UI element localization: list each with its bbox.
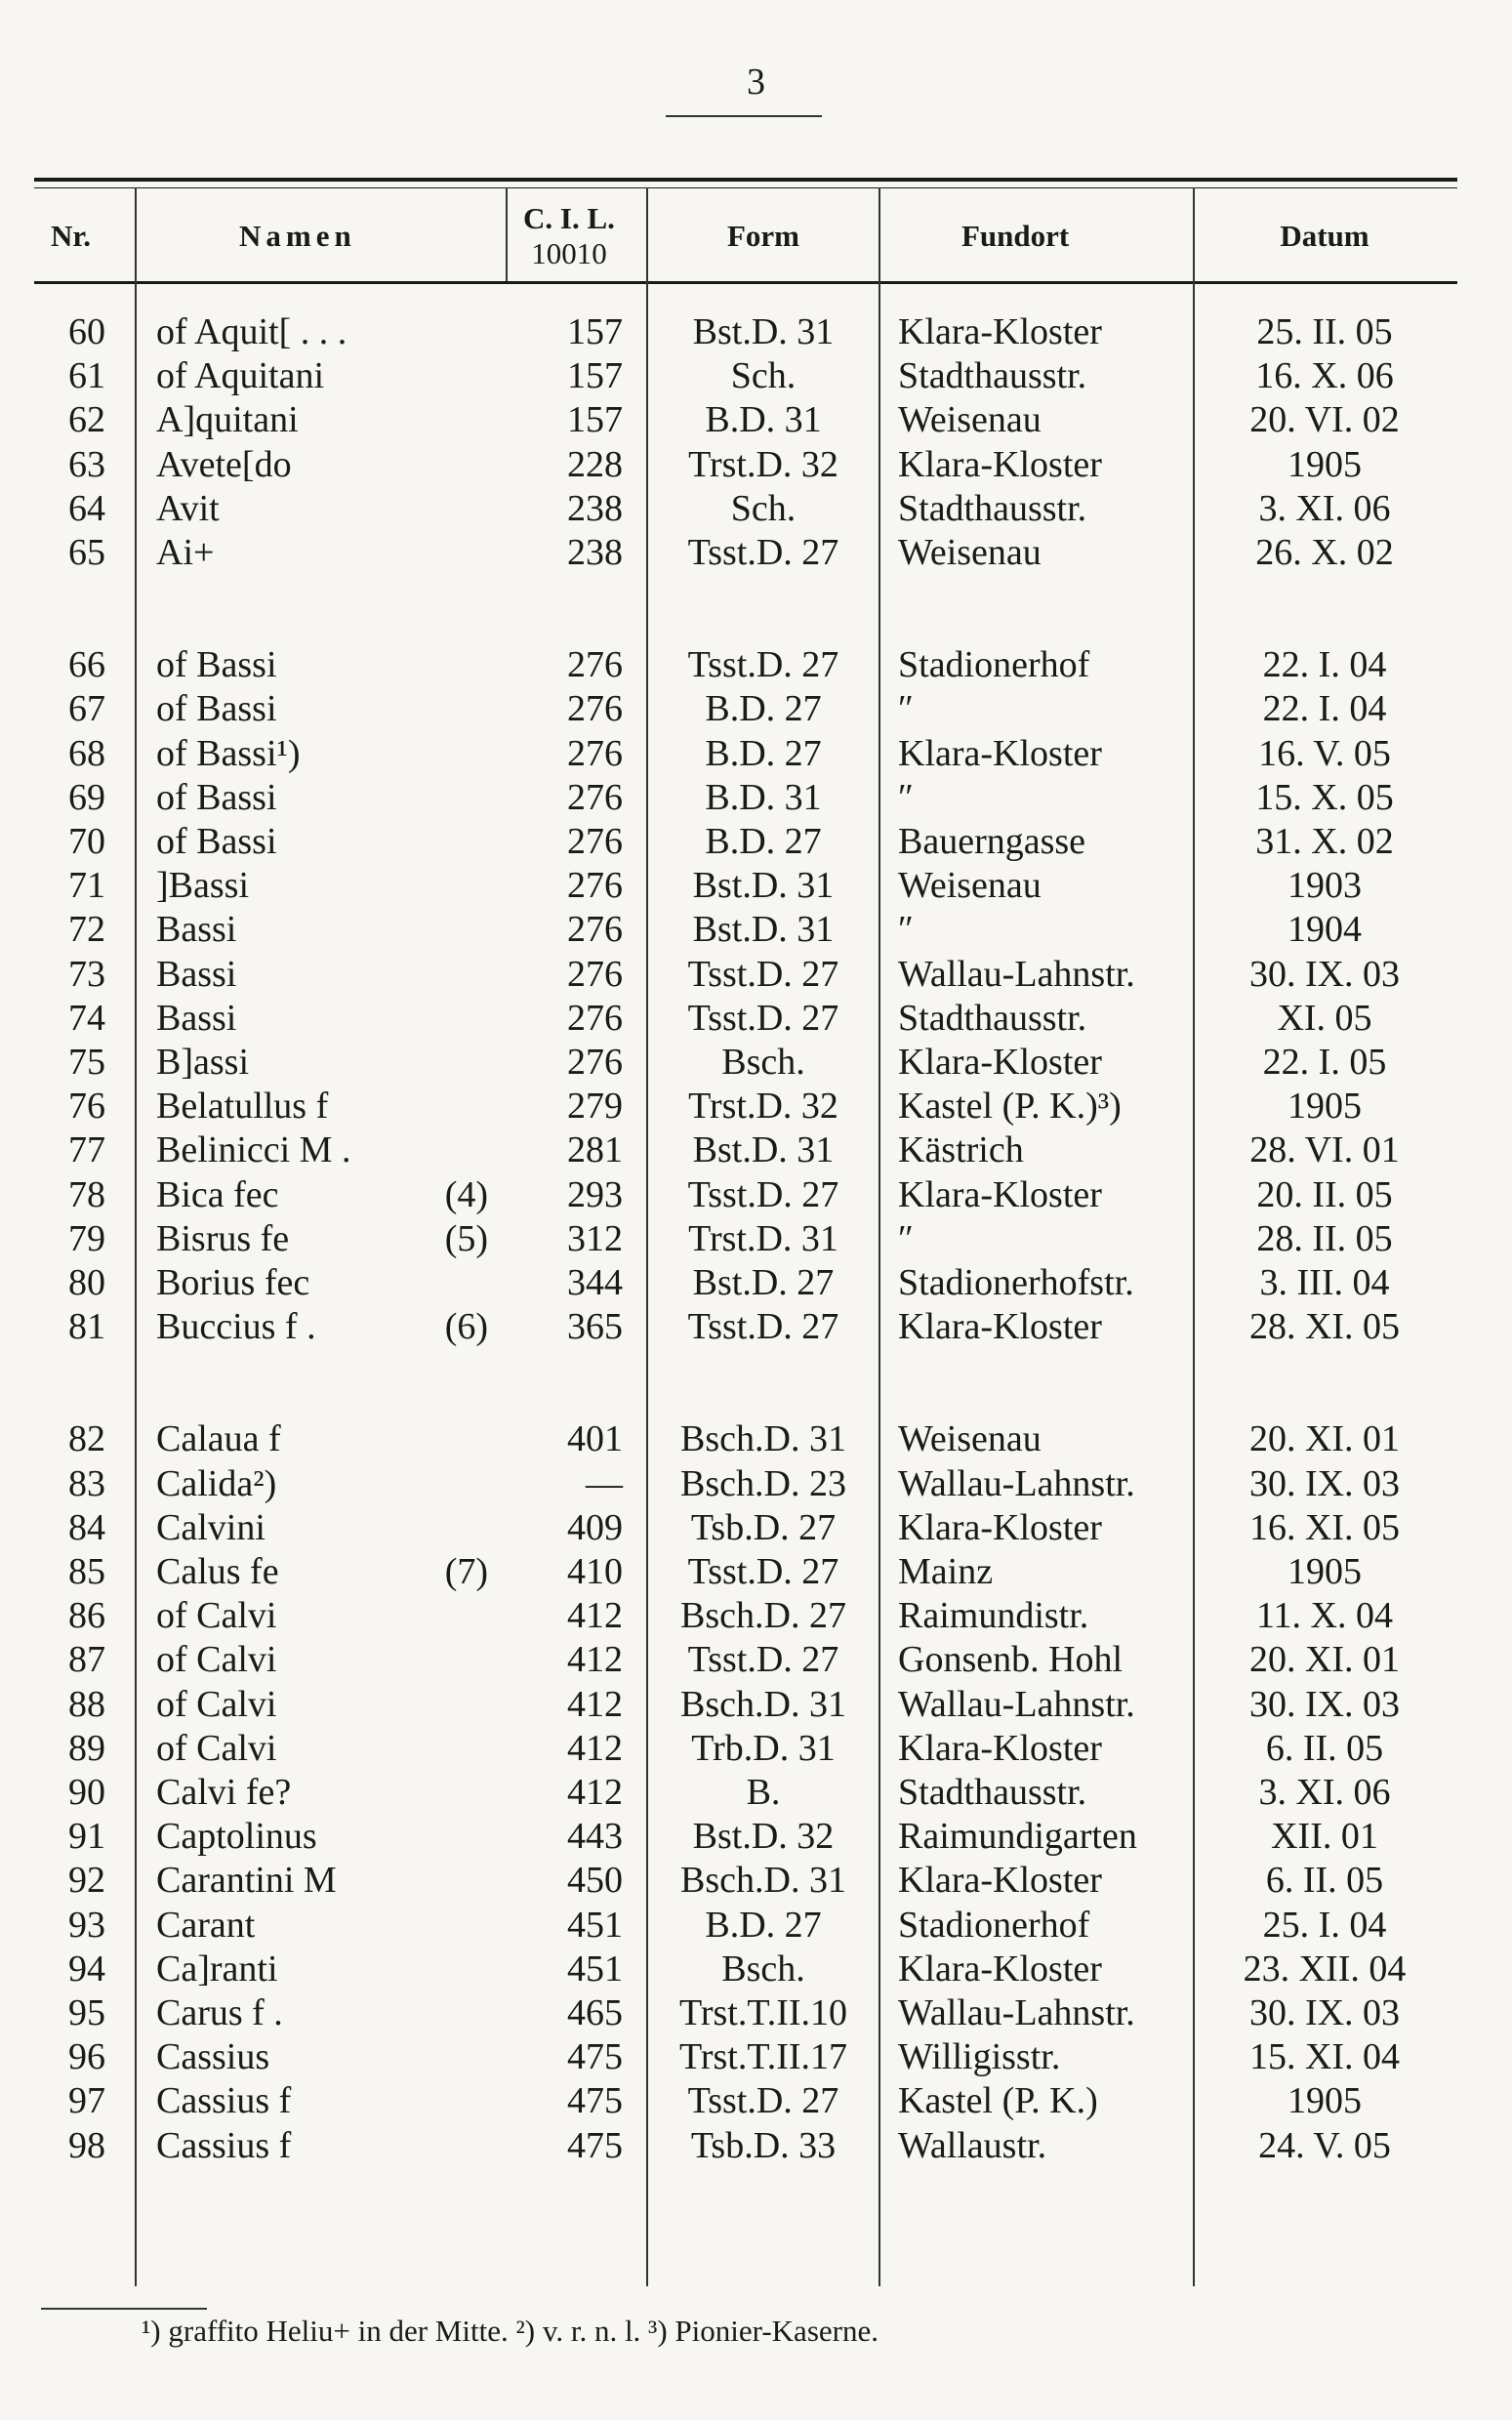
table-row — [0, 1217, 1512, 1261]
row-form: Bsch.D. 31 — [680, 1418, 846, 1460]
header-bottom-rule — [34, 281, 1457, 284]
row-number: 98 — [68, 2124, 105, 2166]
table-row — [0, 2035, 1512, 2079]
row-form: Tsst.D. 27 — [687, 953, 839, 995]
row-number: 63 — [68, 443, 105, 485]
row-form: Tsst.D. 27 — [687, 1639, 839, 1681]
row-name: Calida²) — [156, 1462, 277, 1504]
row-fundort: Stadionerhofstr. — [898, 1262, 1134, 1303]
row-number: 82 — [68, 1418, 105, 1460]
row-datum: 22. I. 04 — [1262, 644, 1387, 686]
row-cil: 465 — [567, 1992, 623, 2033]
row-fundort: Stadthausstr. — [898, 487, 1087, 529]
table-row — [0, 1991, 1512, 2035]
row-name: ]Bassi — [156, 865, 249, 907]
table-row — [0, 1041, 1512, 1085]
row-number: 86 — [68, 1595, 105, 1637]
row-datum: XII. 01 — [1271, 1816, 1378, 1858]
row-datum: 1905 — [1287, 2080, 1362, 2122]
row-cil: 276 — [567, 1042, 623, 1083]
row-name: Ca]ranti — [156, 1948, 278, 1989]
table-row — [0, 354, 1512, 398]
row-number: 69 — [68, 776, 105, 818]
row-name: Ai+ — [156, 532, 215, 573]
row-form: Bst.D. 31 — [692, 1129, 835, 1171]
row-name: Bassi — [156, 997, 237, 1039]
row-cil: 412 — [567, 1595, 623, 1637]
row-form: Trb.D. 31 — [691, 1727, 836, 1769]
row-datum: 30. IX. 03 — [1248, 1462, 1401, 1504]
row-datum: 30. IX. 03 — [1248, 1992, 1401, 2033]
row-cil: 412 — [567, 1772, 623, 1813]
table-row — [0, 643, 1512, 687]
table-row — [0, 776, 1512, 820]
table-top-rule — [34, 178, 1457, 182]
row-form: Tsst.D. 27 — [687, 997, 839, 1039]
column-divider — [506, 187, 508, 281]
row-number: 67 — [68, 688, 105, 730]
row-form: Tsst.D. 27 — [687, 1173, 839, 1215]
footnote-rule — [41, 2308, 207, 2310]
row-number: 74 — [68, 997, 105, 1039]
row-fundort: Weisenau — [898, 1418, 1042, 1460]
row-form: Trst.T.II.17 — [678, 2036, 848, 2078]
header-nr: Nr. — [51, 219, 92, 253]
row-fundort: Weisenau — [898, 532, 1042, 573]
row-form: Tsst.D. 27 — [687, 1551, 839, 1592]
row-number: 90 — [68, 1772, 105, 1813]
row-datum: 26. X. 02 — [1255, 532, 1394, 573]
row-fundort: Gonsenb. Hohl — [898, 1639, 1124, 1681]
row-datum: 25. I. 04 — [1262, 1904, 1387, 1946]
table-row — [0, 1948, 1512, 1991]
table-row — [0, 1417, 1512, 1461]
table-row — [0, 1550, 1512, 1594]
row-fundort: Weisenau — [898, 865, 1042, 907]
row-name: Carantini M — [156, 1860, 337, 1902]
table-row — [0, 1462, 1512, 1506]
row-cil: 409 — [567, 1506, 623, 1548]
header-fundort: Fundort — [961, 219, 1070, 253]
row-form: Sch. — [730, 355, 797, 397]
row-datum: 30. IX. 03 — [1248, 953, 1401, 995]
header-datum: Datum — [1280, 219, 1369, 253]
row-number: 77 — [68, 1129, 105, 1171]
row-number: 87 — [68, 1639, 105, 1681]
row-form: B.D. 27 — [705, 732, 822, 774]
row-cil: 157 — [567, 311, 623, 352]
row-fundort: Klara-Kloster — [898, 1860, 1102, 1902]
row-datum: XI. 05 — [1277, 997, 1372, 1039]
row-fundort: ″ — [898, 909, 914, 951]
row-cil: 276 — [567, 732, 623, 774]
row-datum: 15. XI. 04 — [1248, 2036, 1401, 2078]
row-name: of Bassi — [156, 644, 277, 686]
row-cil: 276 — [567, 865, 623, 907]
row-name: Bica fec — [156, 1173, 279, 1215]
row-datum: 3. III. 04 — [1259, 1262, 1390, 1303]
row-form: Bsch.D. 27 — [680, 1595, 846, 1637]
row-number: 66 — [68, 644, 105, 686]
table-row — [0, 1815, 1512, 1859]
table-row — [0, 1261, 1512, 1305]
row-cil: 475 — [567, 2124, 623, 2166]
row-number: 81 — [68, 1306, 105, 1348]
table-row — [0, 953, 1512, 997]
row-fundort: Wallaustr. — [898, 2124, 1047, 2166]
row-name: Calus fe — [156, 1551, 279, 1592]
row-name: Calaua f — [156, 1418, 281, 1460]
row-form: Bsch.D. 31 — [680, 1860, 846, 1902]
row-cil: 365 — [567, 1306, 623, 1348]
row-datum: 20. VI. 02 — [1249, 399, 1400, 441]
row-name: Bisrus fe — [156, 1217, 290, 1259]
row-fundort: Wallau-Lahnstr. — [898, 953, 1135, 995]
row-form: Tsst.D. 27 — [687, 1306, 839, 1348]
row-cil: 276 — [567, 821, 623, 862]
table-row — [0, 820, 1512, 864]
row-fundort: ″ — [898, 776, 914, 818]
row-cil: 157 — [567, 399, 623, 441]
row-name: B]assi — [156, 1042, 249, 1083]
row-cil: 238 — [567, 532, 623, 573]
row-fundort: Raimundistr. — [898, 1595, 1089, 1637]
row-fundort: Wallau-Lahnstr. — [898, 1462, 1135, 1504]
row-form: Trst.D. 32 — [688, 443, 838, 485]
table-row — [0, 908, 1512, 952]
row-name: Bassi — [156, 953, 237, 995]
row-number: 76 — [68, 1086, 105, 1128]
row-fundort: Klara-Kloster — [898, 1042, 1102, 1083]
table-row — [0, 864, 1512, 908]
row-form: B.D. 27 — [705, 821, 822, 862]
row-fundort: Stadthausstr. — [898, 355, 1087, 397]
row-form: Tsb.D. 27 — [690, 1506, 837, 1548]
table-row — [0, 1904, 1512, 1948]
row-form: B.D. 27 — [705, 688, 822, 730]
row-cil: 450 — [567, 1860, 623, 1902]
table-row — [0, 531, 1512, 575]
row-fundort: Klara-Kloster — [898, 1173, 1102, 1215]
row-fundort: Klara-Kloster — [898, 1727, 1102, 1769]
row-name: Borius fec — [156, 1262, 310, 1303]
row-form: Trst.T.II.10 — [678, 1992, 848, 2033]
row-fundort: Klara-Kloster — [898, 1506, 1102, 1548]
row-name: A]quitani — [156, 399, 299, 441]
row-note: (4) — [444, 1173, 488, 1215]
row-fundort: ″ — [898, 688, 914, 730]
row-name: of Calvi — [156, 1683, 277, 1725]
row-datum: 1903 — [1287, 865, 1362, 907]
row-name: of Bassi — [156, 776, 277, 818]
table-row — [0, 487, 1512, 531]
table-row — [0, 1128, 1512, 1172]
row-name: Cassius — [156, 2036, 270, 2078]
row-name: Captolinus — [156, 1816, 317, 1858]
row-name: of Calvi — [156, 1595, 277, 1637]
row-note: (6) — [444, 1306, 488, 1348]
row-number: 71 — [68, 865, 105, 907]
row-datum: 20. II. 05 — [1256, 1173, 1393, 1215]
row-fundort: Klara-Kloster — [898, 732, 1102, 774]
row-fundort: Wallau-Lahnstr. — [898, 1992, 1135, 2033]
row-datum: 11. X. 04 — [1255, 1595, 1394, 1637]
row-datum: 3. XI. 06 — [1258, 487, 1391, 529]
row-number: 78 — [68, 1173, 105, 1215]
row-cil: 276 — [567, 644, 623, 686]
row-number: 75 — [68, 1042, 105, 1083]
row-cil: 412 — [567, 1727, 623, 1769]
row-fundort: Kastel (P. K.)³) — [898, 1086, 1122, 1128]
table-row — [0, 1594, 1512, 1638]
row-cil: 276 — [567, 776, 623, 818]
row-datum: 1905 — [1287, 443, 1362, 485]
row-form: Trst.D. 31 — [688, 1217, 838, 1259]
row-datum: 20. XI. 01 — [1248, 1418, 1401, 1460]
row-number: 93 — [68, 1904, 105, 1946]
row-cil: 276 — [567, 953, 623, 995]
row-cil: 451 — [567, 1948, 623, 1989]
row-form: Tsb.D. 33 — [690, 2124, 837, 2166]
row-fundort: Raimundigarten — [898, 1816, 1137, 1858]
row-name: of Bassi — [156, 688, 277, 730]
row-fundort: Klara-Kloster — [898, 311, 1102, 352]
row-number: 97 — [68, 2080, 105, 2122]
row-form: Bst.D. 27 — [692, 1262, 835, 1303]
row-cil: 157 — [567, 355, 623, 397]
table-row — [0, 1683, 1512, 1727]
row-datum: 20. XI. 01 — [1248, 1639, 1401, 1681]
header-cil-sub: 10010 — [531, 236, 607, 270]
row-form: Bsch. — [721, 1042, 805, 1083]
row-form: Bsch.D. 23 — [680, 1462, 846, 1504]
row-name: of Bassi¹) — [156, 732, 301, 774]
row-datum: 15. X. 05 — [1255, 776, 1394, 818]
row-note: (7) — [444, 1551, 488, 1592]
row-datum: 1905 — [1287, 1086, 1362, 1128]
row-number: 60 — [68, 311, 105, 352]
row-cil: 412 — [567, 1683, 623, 1725]
page-number: 3 — [747, 62, 765, 103]
row-form: B.D. 31 — [705, 399, 822, 441]
row-cil: 401 — [567, 1418, 623, 1460]
row-number: 88 — [68, 1683, 105, 1725]
row-form: Tsst.D. 27 — [687, 644, 839, 686]
row-number: 68 — [68, 732, 105, 774]
page-number-rule — [666, 115, 822, 117]
row-cil: 238 — [567, 487, 623, 529]
table-row — [0, 310, 1512, 354]
row-datum: 6. II. 05 — [1265, 1860, 1384, 1902]
row-datum: 22. I. 04 — [1262, 688, 1387, 730]
table-row — [0, 997, 1512, 1041]
row-form: Tsst.D. 27 — [687, 532, 839, 573]
row-cil: 279 — [567, 1086, 623, 1128]
row-number: 70 — [68, 821, 105, 862]
row-form: B.D. 31 — [705, 776, 822, 818]
table-row — [0, 687, 1512, 731]
table-top-rule-thin — [34, 187, 1457, 188]
row-form: Trst.D. 32 — [688, 1086, 838, 1128]
row-name: of Aquitani — [156, 355, 325, 397]
row-number: 80 — [68, 1262, 105, 1303]
row-cil: 451 — [567, 1904, 623, 1946]
row-cil: 276 — [567, 909, 623, 951]
row-number: 72 — [68, 909, 105, 951]
header-namen: Namen — [239, 219, 356, 253]
row-form: Bst.D. 31 — [692, 865, 835, 907]
row-form: B. — [746, 1772, 781, 1813]
row-datum: 28. II. 05 — [1256, 1217, 1393, 1259]
row-fundort: Klara-Kloster — [898, 443, 1102, 485]
row-datum: 28. XI. 05 — [1248, 1306, 1401, 1348]
row-datum: 1904 — [1287, 909, 1362, 951]
row-number: 64 — [68, 487, 105, 529]
row-number: 65 — [68, 532, 105, 573]
row-number: 73 — [68, 953, 105, 995]
row-name: Calvi fe? — [156, 1772, 292, 1813]
row-fundort: Klara-Kloster — [898, 1306, 1102, 1348]
row-number: 89 — [68, 1727, 105, 1769]
row-name: Avete[do — [156, 443, 292, 485]
table-row — [0, 1859, 1512, 1903]
table-row — [0, 1173, 1512, 1217]
row-number: 61 — [68, 355, 105, 397]
row-datum: 16. V. 05 — [1258, 732, 1391, 774]
row-datum: 25. II. 05 — [1256, 311, 1393, 352]
table-row — [0, 2079, 1512, 2123]
row-name: Buccius f . — [156, 1306, 316, 1348]
row-datum: 22. I. 05 — [1262, 1042, 1387, 1083]
row-cil: 276 — [567, 997, 623, 1039]
row-cil: 443 — [567, 1816, 623, 1858]
table-row — [0, 1506, 1512, 1550]
row-fundort: Stadionerhof — [898, 644, 1090, 686]
row-form: Bst.D. 31 — [692, 311, 835, 352]
row-cil: 475 — [567, 2036, 623, 2078]
row-number: 83 — [68, 1462, 105, 1504]
row-number: 85 — [68, 1551, 105, 1592]
row-cil: — — [586, 1462, 623, 1504]
row-datum: 24. V. 05 — [1258, 2124, 1391, 2166]
row-datum: 16. XI. 05 — [1248, 1506, 1401, 1548]
row-form: Sch. — [730, 487, 797, 529]
row-name: Avit — [156, 487, 220, 529]
row-cil: 412 — [567, 1639, 623, 1681]
row-number: 79 — [68, 1217, 105, 1259]
table-row — [0, 2124, 1512, 2168]
row-number: 96 — [68, 2036, 105, 2078]
row-cil: 293 — [567, 1173, 623, 1215]
row-fundort: Stadionerhof — [898, 1904, 1090, 1946]
row-name: of Aquit[ . . . — [156, 311, 347, 352]
row-cil: 281 — [567, 1129, 623, 1171]
row-cil: 410 — [567, 1551, 623, 1592]
row-fundort: Willigisstr. — [898, 2036, 1061, 2078]
row-datum: 28. VI. 01 — [1249, 1129, 1400, 1171]
row-datum: 30. IX. 03 — [1248, 1683, 1401, 1725]
row-datum: 31. X. 02 — [1255, 821, 1394, 862]
row-fundort: Stadthausstr. — [898, 997, 1087, 1039]
row-fundort: Wallau-Lahnstr. — [898, 1683, 1135, 1725]
row-number: 92 — [68, 1860, 105, 1902]
footnotes: ¹) graffito Heliu+ in der Mitte. ²) v. r. n. l. ³) Pionier-Kaserne. — [142, 2314, 879, 2348]
row-fundort: Bauerngasse — [898, 821, 1086, 862]
table-row — [0, 732, 1512, 776]
row-fundort: Kastel (P. K.) — [898, 2080, 1098, 2122]
row-datum: 1905 — [1287, 1551, 1362, 1592]
row-name: of Bassi — [156, 821, 277, 862]
row-cil: 475 — [567, 2080, 623, 2122]
row-form: Bsch.D. 31 — [680, 1683, 846, 1725]
row-fundort: Kästrich — [898, 1129, 1024, 1171]
row-fundort: Mainz — [898, 1551, 994, 1592]
row-form: Bst.D. 32 — [692, 1816, 835, 1858]
row-fundort: Stadthausstr. — [898, 1772, 1087, 1813]
row-number: 94 — [68, 1948, 105, 1989]
row-form: Bsch. — [721, 1948, 805, 1989]
row-number: 84 — [68, 1506, 105, 1548]
row-datum: 6. II. 05 — [1265, 1727, 1384, 1769]
row-fundort: Weisenau — [898, 399, 1042, 441]
table-row — [0, 1771, 1512, 1815]
row-fundort: Klara-Kloster — [898, 1948, 1102, 1989]
table-row — [0, 1305, 1512, 1349]
row-cil: 312 — [567, 1217, 623, 1259]
table-row — [0, 1085, 1512, 1128]
table-row — [0, 398, 1512, 442]
row-name: Calvini — [156, 1506, 266, 1548]
row-cil: 344 — [567, 1262, 623, 1303]
row-number: 62 — [68, 399, 105, 441]
header-cil: C. I. L. — [523, 201, 615, 235]
row-name: Cassius f — [156, 2124, 292, 2166]
row-name: of Calvi — [156, 1727, 277, 1769]
row-datum: 3. XI. 06 — [1258, 1772, 1391, 1813]
row-number: 91 — [68, 1816, 105, 1858]
row-name: Belatullus f — [156, 1086, 329, 1128]
row-datum: 23. XII. 04 — [1243, 1948, 1407, 1989]
row-name: Bassi — [156, 909, 237, 951]
row-note: (5) — [444, 1217, 488, 1259]
row-cil: 228 — [567, 443, 623, 485]
row-cil: 276 — [567, 688, 623, 730]
row-fundort: ″ — [898, 1217, 914, 1259]
row-form: Bst.D. 31 — [692, 909, 835, 951]
table-row — [0, 443, 1512, 487]
header-form: Form — [726, 219, 800, 253]
row-name: Carus f . — [156, 1992, 283, 2033]
row-form: B.D. 27 — [705, 1904, 822, 1946]
table-row — [0, 1638, 1512, 1682]
table-row — [0, 1727, 1512, 1771]
row-number: 95 — [68, 1992, 105, 2033]
row-name: of Calvi — [156, 1639, 277, 1681]
row-datum: 16. X. 06 — [1255, 355, 1394, 397]
row-name: Belinicci M . — [156, 1129, 351, 1171]
row-name: Carant — [156, 1904, 256, 1946]
row-name: Cassius f — [156, 2080, 292, 2122]
row-form: Tsst.D. 27 — [687, 2080, 839, 2122]
